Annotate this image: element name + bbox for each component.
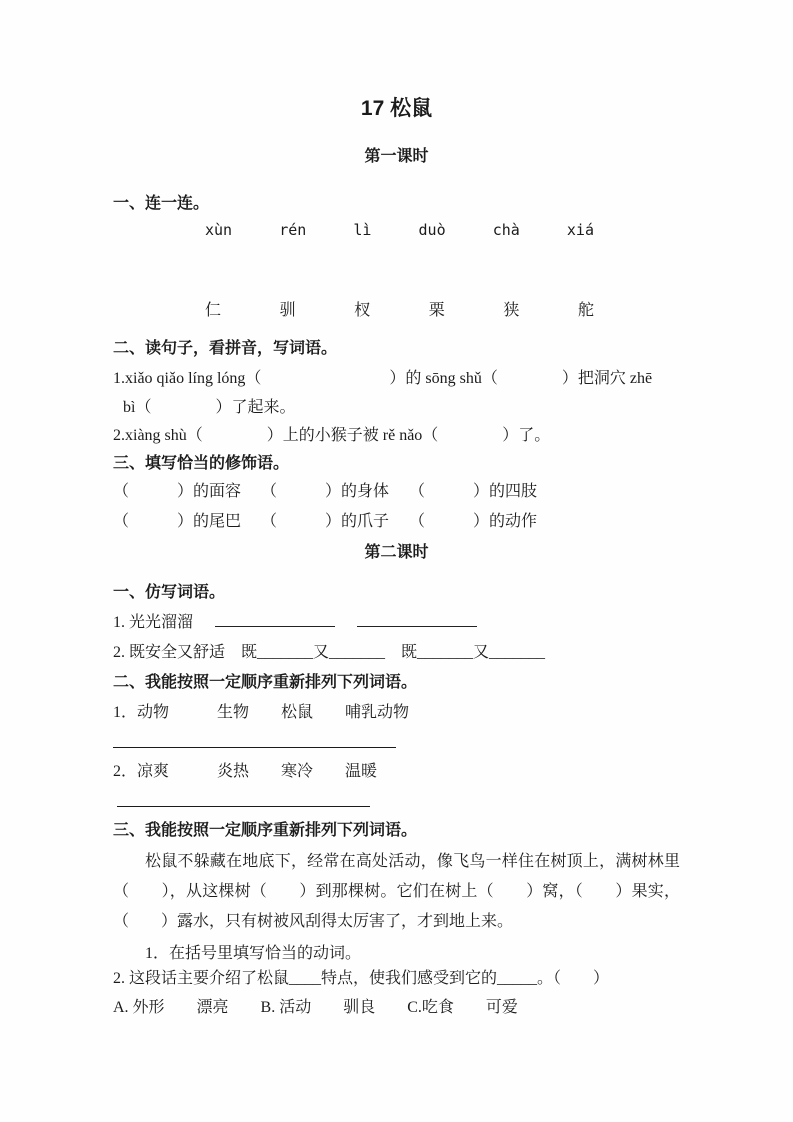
s2-q3-sub-question-1: 1．在括号里填写恰当的动词。 [145,945,362,962]
s1-q3-heading: 三、填写恰当的修饰语。 [113,455,290,472]
s1-q2-sentence-1-cont: bì（ ）了起来。 [123,399,296,416]
s1-q2-sentence-2: 2.xiàng shù（ ）上的小猴子被 rě nǎo（ ）了。 [113,427,551,444]
hanzi-item: 狭 [503,302,520,319]
hanzi-row [205,300,594,321]
page-title: 17 松鼠 [360,97,433,120]
hanzi-item: 舵 [577,302,594,319]
pinyin-item: duò [418,221,446,239]
s2-q3-sub-question-2: 2. 这段话主要介绍了松鼠____特点，使我们感受到它的_____。（ ） [113,970,610,987]
hanzi-item: 仁 [205,302,222,319]
modifier-row-1 [113,481,680,502]
modifier-blank: （ ）的身体 [261,483,390,500]
s2-q1-item-2: 2. 既安全又舒适 既_______又_______ 既_______又_______ [113,644,546,661]
s2-q1-heading: 一、仿写词语。 [113,584,226,601]
hanzi-item: 杈 [354,302,371,319]
s2-q3-options: A. 外形 漂亮 B. 活动 驯良 C.吃食 可爱 [113,999,518,1016]
modifier-blank: （ ）的动作 [409,513,538,530]
session-2-heading: 第二课时 [364,544,429,561]
modifier-row-2 [113,511,680,532]
modifier-blank: （ ）的面容 [113,483,242,500]
answer-blank [215,612,335,627]
modifier-blank: （ ）的尾巴 [113,513,242,530]
s2-q3-heading: 三、我能按照一定顺序重新排列下列词语。 [113,822,418,839]
pinyin-item: rén [279,221,307,239]
s2-q2-word-list-2: 2．凉爽 炎热 寒冷 温暖 [113,763,378,780]
pinyin-row [205,221,594,239]
s2-q1-item-1 [113,612,680,633]
pinyin-item: chà [492,221,520,239]
pinyin-item: lì [353,221,372,239]
answer-line [113,747,396,748]
s2-q1-item-1-label: 1. 光光溜溜 [113,614,194,631]
s2-q2-heading: 二、我能按照一定顺序重新排列下列词语。 [113,674,418,691]
session-1-heading: 第一课时 [364,148,429,165]
s1-q2-sentence-1: 1.xiǎo qiǎo líng lóng（ ）的 sōng shǔ（ ）把洞穴 zhē [113,370,653,387]
hanzi-item: 栗 [428,302,445,319]
modifier-blank: （ ）的四肢 [409,483,538,500]
pinyin-item: xùn [205,221,233,239]
hanzi-item: 驯 [279,302,296,319]
s1-q1-heading: 一、连一连。 [113,195,210,212]
pinyin-item: xiá [566,221,594,239]
answer-blank [357,612,477,627]
s2-q2-word-list-1: 1．动物 生物 松鼠 哺乳动物 [113,704,410,721]
s1-q2-heading: 二、读句子，看拼音，写词语。 [113,340,338,357]
answer-line [117,806,370,807]
modifier-blank: （ ）的爪子 [261,513,390,530]
reading-passage: 松鼠不躲藏在地底下，经常在高处活动，像飞鸟一样住在树顶上，满树林里（ ），从这棵树（ ）到那棵树。它们在树上（ ）窝，（ ）果实，（ ）露水，只有树被风刮得太厉害了，才到地上来。 [113,853,680,930]
